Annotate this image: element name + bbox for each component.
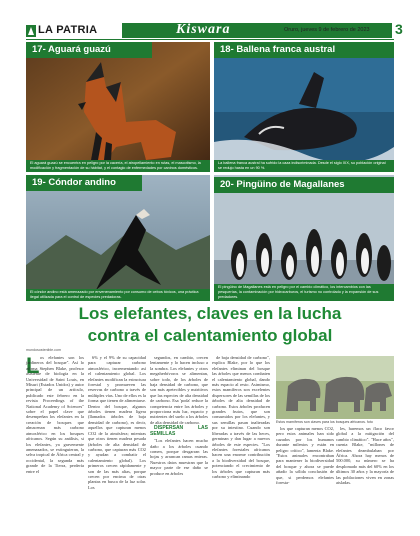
article-column-2: [88, 355, 146, 491]
aguara-guazu-photo: [26, 42, 210, 172]
paragraph: 6% y el 9% de su capacidad para capturar carbono atmosférico, incrementando así el calentamiento global. Los elefantes modifican la estructura forestal y promueven las reservas de carbono a través de múltiples vías. Uno de ellos es la forma que tienen de alimentarse. Dentro del bosque, algunos árboles tienen madera ligera (llamados árboles de baja densidad de carbono), es decir, aquellos que capturan menos CO2 de la atmósfera; mientras que otros tienen madera pesada (árboles de alta densidad de carbono, que capturan más CO2 y ayudan a combatir el calentamiento global). Los primeros crecen rápidamente y son de las más altas, porque crecen por encima de otras plantas en busca de la luz solar. Los: [88, 355, 146, 490]
article-column-6: [336, 426, 394, 486]
article-column-4: [212, 355, 270, 480]
paragraph: os elefantes son los jardineros del bosque". Así lo afirma Stephen Blake, profesor asistente de biología en la Universidad de Saint Louis, en Misuri (Estados Unidos) y autor principal de un artículo, publicado este febrero en la revista Proceedings of the National Academy of Sciences" sobre el papel clave que desempeñan los elefantes en la creación de bosques que almacenan más carbono atmosférico en los bosques africanos. Según su análisis, si los elefantes, ya gravemente amenazados, se extinguieran, la selva tropical de África central y occidental, la segunda más grande de la Tierra, perdería entre el: [26, 355, 84, 474]
paragraph: de baja densidad de carbono", explica Blake, por lo que los elefantes eliminan del bosque las árboles que menos combaten el calentamiento global, dando más espacio al resto. Asimismo, estos mamíferos son excelentes dispersores de las semillas de los árboles de alta densidad de carbono. Estos árboles producen grandes frutos, que son consumidos por los elefantes, y sus semillas pasan inalteradas por su intestino. Cuando son liberadas a través de las heces, germinan y dan lugar a nuevos árboles de este especies. "Los elefantes forestales africanos hacen una enorme contribución a la biodiversidad del bosque, potenciando el crecimiento de los árboles que capturan más carbono y eliminando: [212, 355, 270, 479]
paragraph: "Los elefantes hacen mucho daño a los árboles cuando comen, porque desgarran las hojas y arrancan ramas enteras. Nuestros datos muestran que la mayor parte de ese daño se produce en árboles: [150, 438, 208, 476]
ballena-photo: [214, 42, 394, 172]
panel-pinguino-magallanes: [214, 175, 394, 301]
article-column-5: [276, 426, 334, 486]
panel-aguara-guazu: [26, 42, 210, 172]
logo-icon: [26, 25, 36, 37]
panel-caption: El pingüino de Magallanes está en peligro por el cambio climático, los intercambios con las pesquerías, la contaminación por hidrocarburos, el turismo no controlado y la expansión de sus predadores.: [214, 284, 394, 301]
headline-line-1: Los elefantes, claves en la lucha: [78, 304, 342, 323]
article-subhead: DISPERSAN LAS SEMILLAS: [150, 425, 208, 437]
photo-caption: Estos mamíferos son claves para los bosques africanos. foto: [276, 420, 373, 424]
elephants-photo: [276, 356, 394, 419]
panel-title: 20- Pingüino de Magallanes: [214, 177, 394, 193]
panel-title: 17- Aguará guazú: [26, 42, 152, 58]
pinguino-photo: [214, 175, 394, 301]
drop-cap: L: [26, 353, 40, 378]
paragraph: les, haremos un flaco favor global a la mitigación del cambio climático". "Hace años", cuenta Blake, "millones de elefantes deambulaban por África. Ahora hay menos de 500.000, su número se ha desplomado más del 60% en los últimos 30 años y la mayoría de las poblaciones viven en zonas aisladas.: [336, 426, 394, 486]
headline-line-2: contra el calentamiento global: [87, 326, 333, 345]
article-headline: [26, 303, 394, 347]
newspaper-logo: LA PATRIA: [38, 24, 98, 36]
article-column-1: [26, 355, 84, 475]
panel-title: 18- Ballena franca austral: [214, 42, 394, 58]
panel-caption: La ballena franca austral ha sufrido la caza indiscriminada. Desde el siglo XIX, su población original se redujo hasta en un 90 %.: [214, 160, 394, 172]
article-column-3: [150, 355, 208, 477]
panel-ballena-franca-austral: [214, 42, 394, 172]
paragraph: segundos, en cambio, crecen lentamente y lo hacen incluso a la sombra. Los elefantes y otros megaherbívoros se alimentan, sobre todo, de los árboles de baja densidad de carbono, que son más apetecibles y nutritivos que las especies de alta densidad de carbono. Esa 'poda' reduce la competencia entre los árboles y proporciona más luz, espacio y nutrientes del suelo a los árboles de alta densidad de carbono.: [150, 355, 208, 425]
article-credit: mundosostenible.com: [26, 348, 61, 352]
panel-caption: El aguará guazú se encuentra en peligro por la cacería, el atropellamiento en rutas, el mascotismo, la modificación y fragmentación de su hábitat, y el contagio de enfermedades por caninos domésticos.: [26, 160, 210, 172]
panel-caption: El cóndor andino está amenazado por envenenamiento por consumo de cebos tóxicos, una práctica ilegal utilizada para el control de especies predadoras.: [26, 289, 210, 301]
paragraph: los que capturan menos CO2, pero estos animales han sido cazados por los humanos durante milenios y están en peligro crítico", lamenta Blake. "Estos animales encontraban para mantener la biodiversidad del bosque y ahora se puede añadir la sólida conclusión de que, si perdemos elefantes foresta-: [276, 426, 334, 486]
panel-condor-andino: [26, 175, 210, 301]
panel-title: 19- Cóndor andino: [26, 175, 142, 191]
issue-date: Oruro, jueves 9 de febrero de 2023: [284, 27, 370, 33]
condor-photo: [26, 175, 210, 301]
section-title: Kiswara: [176, 22, 231, 37]
header-rule: [26, 39, 394, 40]
page-number: 3: [395, 21, 403, 37]
